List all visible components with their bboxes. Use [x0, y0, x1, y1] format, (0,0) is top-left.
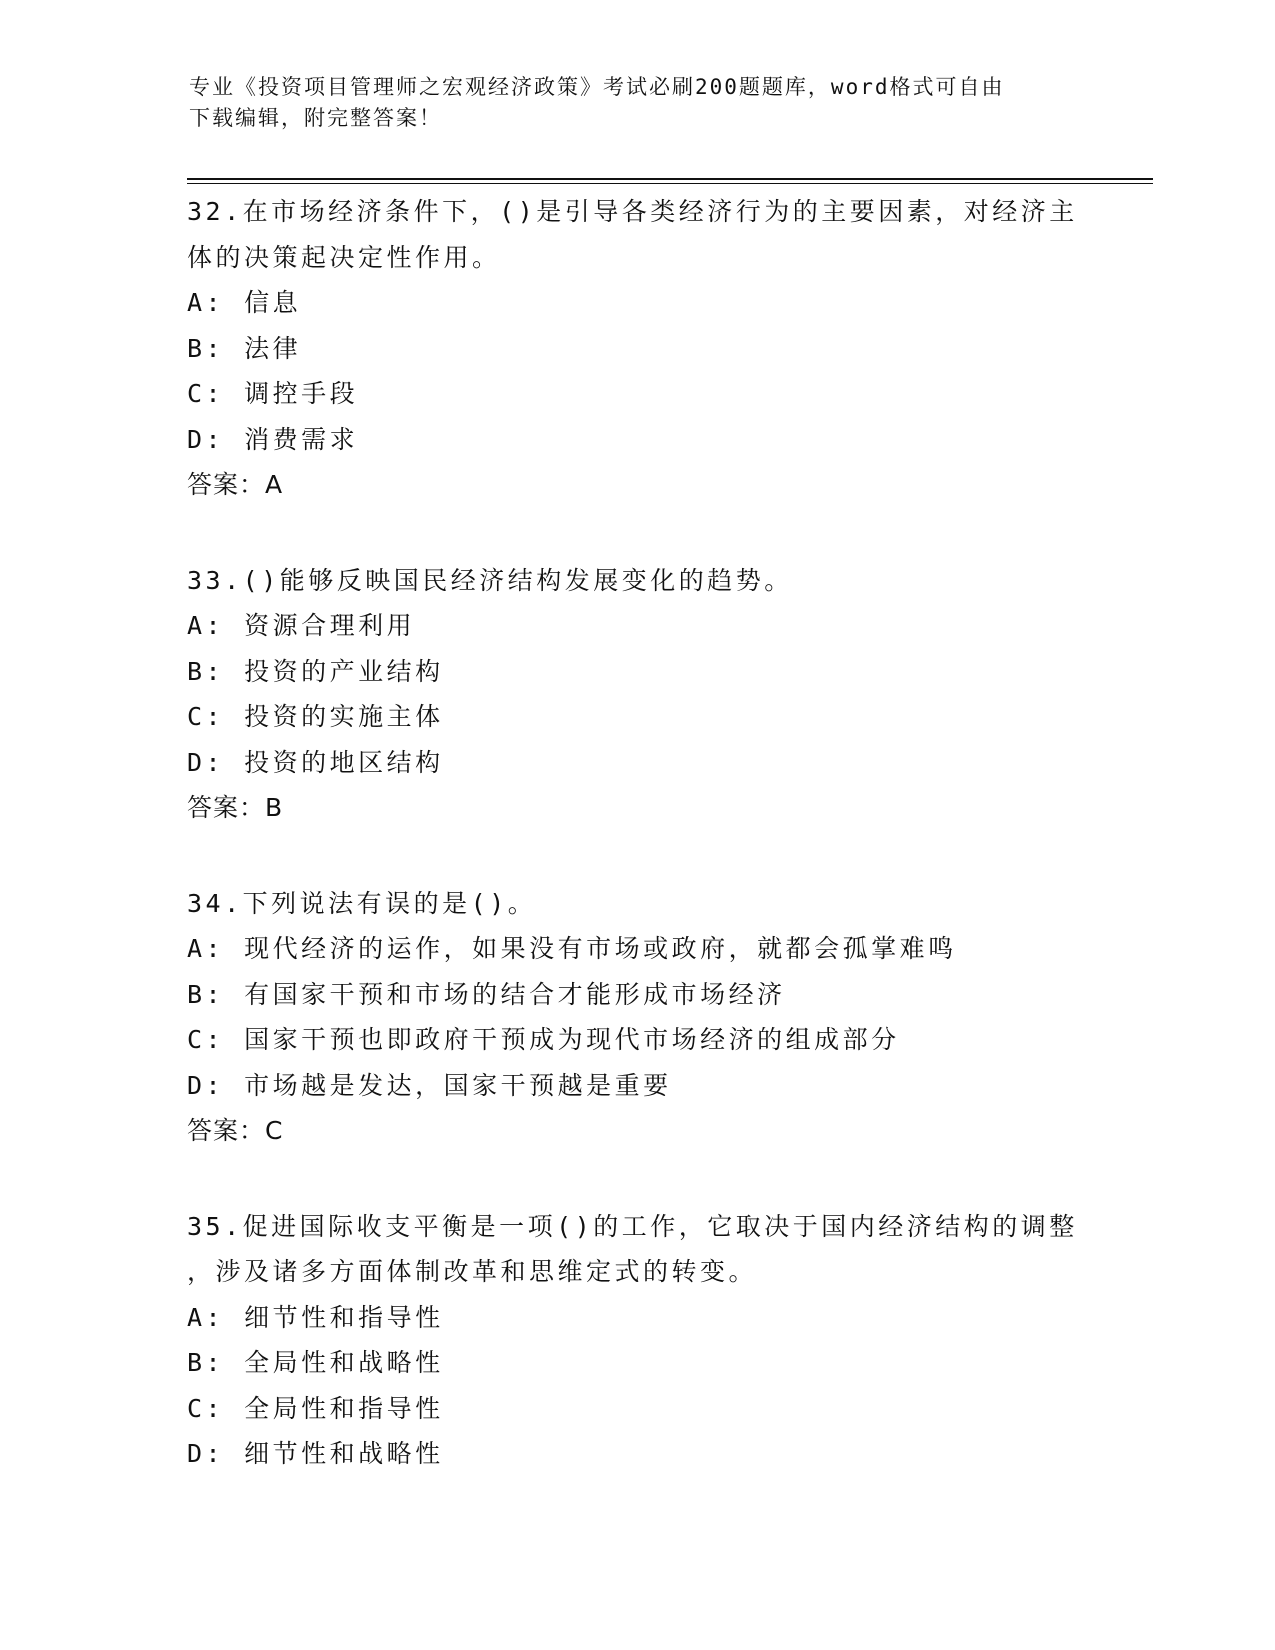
document-header — [189, 72, 1069, 134]
question-stem-line: 33.()能够反映国民经济结构发展变化的趋势。 — [187, 565, 793, 595]
question-stem — [187, 1204, 1087, 1295]
option-b — [187, 1340, 1087, 1386]
option-key: B: — [187, 979, 225, 1009]
question-stem-line: 体的决策起决定性作用。 — [187, 242, 501, 272]
option-key: C: — [187, 379, 225, 408]
question-35 — [187, 1204, 1087, 1477]
option-key: D: — [187, 1070, 225, 1100]
option-key: A: — [187, 611, 225, 640]
option-a — [187, 280, 1087, 326]
option-key: B: — [187, 333, 225, 363]
option-text: 细节性和战略性 — [244, 1439, 444, 1468]
option-key: A: — [187, 288, 225, 317]
option-c — [187, 694, 1087, 740]
header-line-1: 专业《投资项目管理师之宏观经济政策》考试必刷200题题库，word格式可自由 — [189, 75, 1005, 99]
option-a — [187, 926, 1087, 972]
question-32 — [187, 189, 1087, 508]
option-key: B: — [187, 656, 225, 686]
option-key: C: — [187, 1393, 225, 1423]
option-text: 全局性和指导性 — [244, 1393, 444, 1423]
option-d — [187, 740, 1087, 786]
answer-label: 答案：A — [187, 470, 284, 499]
question-stem — [187, 881, 1087, 927]
option-key: D: — [187, 424, 225, 454]
header-divider-thick — [187, 178, 1153, 180]
question-stem-line: ，涉及诸多方面体制改革和思维定式的转变。 — [187, 1257, 758, 1286]
option-text: 全局性和战略性 — [244, 1348, 444, 1377]
question-33 — [187, 558, 1087, 831]
option-a — [187, 603, 1087, 649]
option-text: 国家干预也即政府干预成为现代市场经济的组成部分 — [244, 1025, 900, 1054]
option-text: 资源合理利用 — [244, 611, 416, 640]
option-text: 投资的产业结构 — [244, 656, 444, 686]
option-key: A: — [187, 1302, 225, 1332]
answer-label: 答案：C — [187, 1116, 284, 1145]
question-stem-line: 32.在市场经济条件下，()是引导各类经济行为的主要因素，对经济主 — [187, 197, 1078, 226]
question-stem-line: 34.下列说法有误的是()。 — [187, 888, 537, 918]
option-a — [187, 1295, 1087, 1341]
option-d — [187, 417, 1087, 463]
option-text: 消费需求 — [244, 424, 359, 454]
option-text: 有国家干预和市场的结合才能形成市场经济 — [244, 979, 786, 1009]
question-list — [187, 189, 1087, 1489]
option-text: 信息 — [244, 288, 302, 317]
question-stem — [187, 189, 1087, 280]
question-stem — [187, 558, 1087, 604]
option-text: 细节性和指导性 — [244, 1302, 444, 1332]
option-text: 投资的实施主体 — [244, 702, 444, 731]
option-text: 调控手段 — [244, 379, 359, 408]
header-divider-thin — [187, 183, 1153, 184]
option-b — [187, 326, 1087, 372]
option-text: 法律 — [244, 333, 302, 363]
question-spacer — [187, 520, 1087, 558]
option-key: D: — [187, 1439, 225, 1468]
answer-label: 答案：B — [187, 793, 284, 822]
option-key: D: — [187, 747, 225, 777]
option-key: C: — [187, 1025, 225, 1054]
option-b — [187, 649, 1087, 695]
option-text: 投资的地区结构 — [244, 747, 444, 777]
header-line-2: 下载编辑，附完整答案！ — [189, 106, 442, 130]
question-34 — [187, 881, 1087, 1154]
option-d — [187, 1431, 1087, 1477]
option-c — [187, 1017, 1087, 1063]
option-c — [187, 1386, 1087, 1432]
question-spacer — [187, 843, 1087, 881]
question-spacer — [187, 1166, 1087, 1204]
option-key: B: — [187, 1348, 225, 1377]
option-key: C: — [187, 702, 225, 731]
option-text: 市场越是发达，国家干预越是重要 — [244, 1070, 672, 1100]
option-text: 现代经济的运作，如果没有市场或政府，就都会孤掌难鸣 — [244, 934, 957, 963]
option-key: A: — [187, 934, 225, 963]
option-d — [187, 1063, 1087, 1109]
option-c — [187, 371, 1087, 417]
option-b — [187, 972, 1087, 1018]
question-stem-line: 35.促进国际收支平衡是一项()的工作，它取决于国内经济结构的调整 — [187, 1211, 1078, 1241]
